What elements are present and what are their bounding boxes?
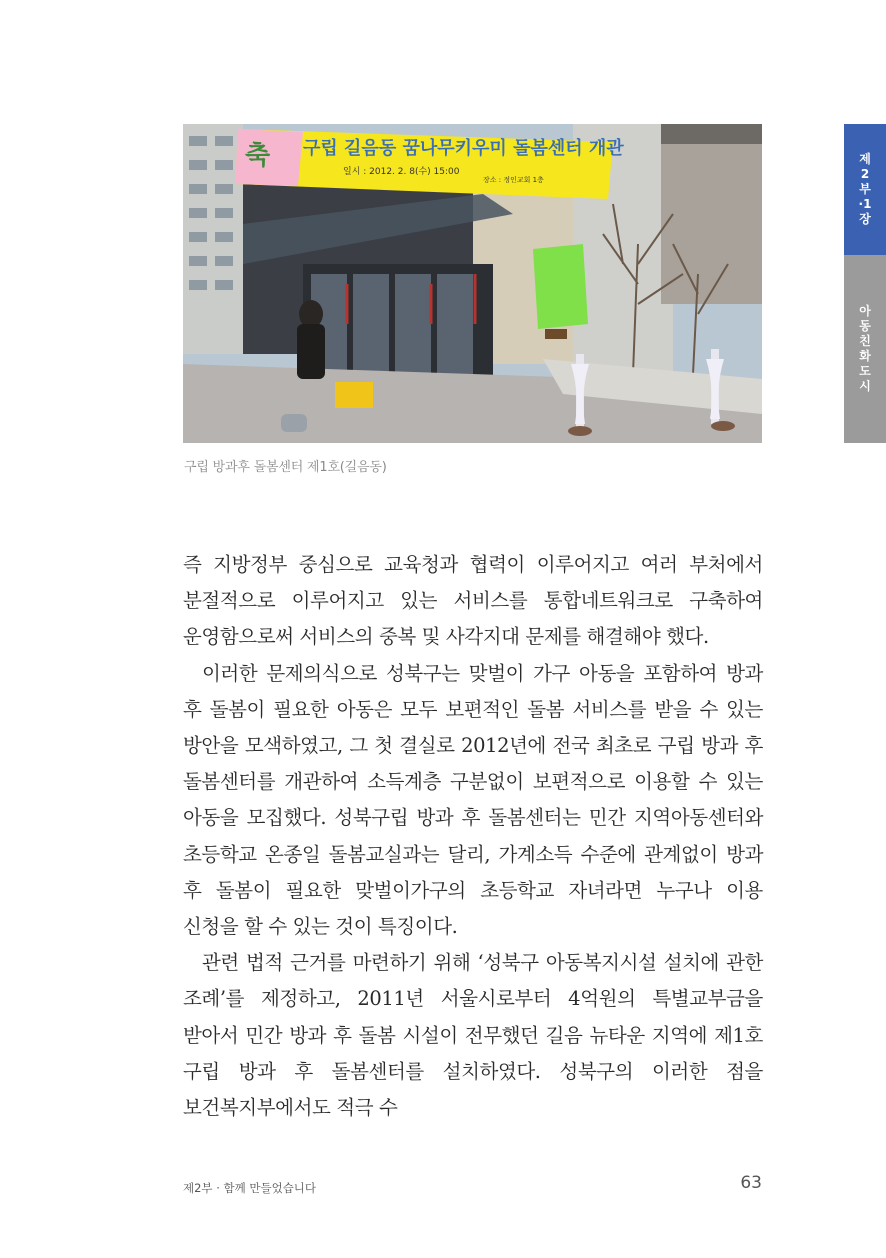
page-number: 63 [740, 1173, 762, 1193]
paragraph-3: 관련 법적 근거를 마련하기 위해 ‘성북구 아동복지시설 설치에 관한 조례’를 제정하고, 2011년 서울시로부터 4억원의 특별교부금을 받아서 민간 방과 후 돌봄 시설이 전무했던 길음 뉴타운 지역에 제1호 구립 방과 후 돌봄센터를 설치하였다. 성북구의 이러한 점을 보건복지부에서도 적극 수 [183, 951, 763, 1120]
chapter-tab-label: 제2부·1장 [858, 152, 872, 226]
banner-badge-text: 축 [245, 141, 271, 171]
chapter-tab [844, 124, 886, 255]
topic-tab-label: 아동친화도시 [859, 304, 871, 393]
photo-caption: 구립 방과후 돌봄센터 제1호(길음동) [184, 460, 387, 475]
banner-place-text: 장소 : 정인교회 1층 [483, 176, 544, 184]
paragraph-2: 이러한 문제의식으로 성북구는 맞벌이 가구 아동을 포함하여 방과 후 돌봄이 필요한 아동은 모두 보편적인 돌봄 서비스를 받을 수 있는 방안을 모색하였고, 그 첫 결실로 2012년에 전국 최초로 구립 방과 후 돌봄센터를 개관하여 소득계층 구분없이 보편적으로 이용할 수 있는 아동을 모집했다. 성북구립 방과 후 돌봄센터는 민간 지역아동센터와 초등학교 온종일 돌봄교실과는 달리, 가계소득 수준에 관계없이 방과 후 돌봄이 필요한 맞벌이가구의 초등학교 자녀라면 누구나 이용 신청을 할 수 있는 것이 특징이다. [183, 661, 763, 939]
paragraph-1: 즉 지방정부 중심으로 교육청과 협력이 이루어지고 여러 부처에서 분절적으로 이루어지고 있는 서비스를 통합네트워크로 구축하여 운영함으로써 서비스의 중복 및 사각지대 문제를 해결해야 했다. [183, 553, 763, 649]
topic-tab [844, 255, 886, 443]
banner-main-text: 구립 길음동 꿈나무키우미 돌봄센터 개관 [303, 138, 624, 159]
banner-date-text: 일시 : 2012. 2. 8(수) 15:00 [343, 167, 460, 177]
body-text [183, 547, 763, 1126]
building-photo [183, 124, 762, 443]
footer-title: 제2부 · 함께 만들었습니다 [183, 1181, 317, 1195]
